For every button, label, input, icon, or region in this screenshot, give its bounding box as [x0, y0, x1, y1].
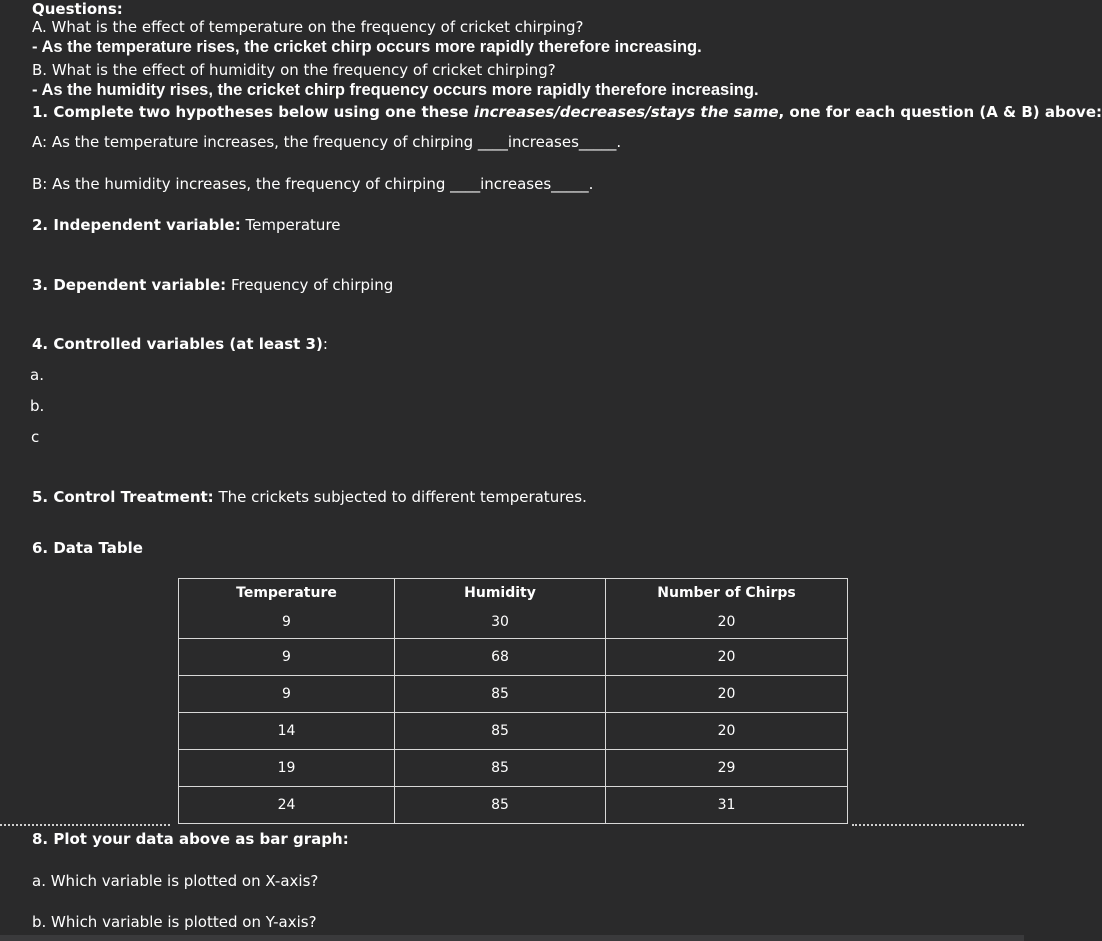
table-row: [179, 606, 848, 639]
control-treatment-value[interactable]: The crickets subjected to different temperatures.: [213, 488, 587, 506]
answer-b: - As the humidity rises, the cricket chirp frequency occurs more rapidly therefore increasing.: [32, 81, 759, 99]
cell-humidity[interactable]: 68: [395, 639, 606, 676]
cell-humidity[interactable]: 30: [395, 606, 606, 639]
table-row: [179, 676, 848, 713]
hypothesis-b-blank[interactable]: ____increases_____: [450, 175, 589, 193]
controlled-variables-colon: :: [322, 335, 328, 353]
controlled-variable-b[interactable]: b.: [30, 397, 45, 415]
header-number-of-chirps: Number of Chirps: [606, 579, 848, 607]
dependent-variable-value[interactable]: Frequency of chirping: [226, 276, 394, 294]
hypothesis-a-text: A: As the temperature increases, the frequency of chirping: [32, 133, 478, 151]
item-1-suffix: , one for each question (A & B) above:: [778, 103, 1102, 121]
table-header-row: [179, 579, 848, 607]
cell-temperature[interactable]: 9: [179, 606, 395, 639]
hypothesis-b-end: .: [588, 175, 594, 193]
cell-temperature[interactable]: 9: [179, 639, 395, 676]
cell-temperature[interactable]: 9: [179, 676, 395, 713]
data-table-heading: 6. Data Table: [32, 539, 143, 557]
hypothesis-a: [32, 133, 621, 151]
table-row: [179, 787, 848, 824]
hypothesis-a-end: .: [616, 133, 622, 151]
dotted-separator-left: [0, 824, 170, 826]
cell-temperature[interactable]: 24: [179, 787, 395, 824]
cell-humidity[interactable]: 85: [395, 676, 606, 713]
cell-chirps[interactable]: 20: [606, 606, 848, 639]
question-a: A. What is the effect of temperature on the frequency of cricket chirping?: [32, 18, 584, 36]
controlled-variable-a[interactable]: a.: [30, 366, 44, 384]
dependent-variable: [32, 276, 393, 294]
cell-chirps[interactable]: 20: [606, 639, 848, 676]
table-row: [179, 639, 848, 676]
dependent-variable-label: 3. Dependent variable:: [32, 276, 227, 294]
controlled-variable-c[interactable]: c: [31, 428, 40, 446]
cell-chirps[interactable]: 29: [606, 750, 848, 787]
bar-graph-heading: 8. Plot your data above as bar graph:: [32, 830, 349, 848]
cell-chirps[interactable]: 31: [606, 787, 848, 824]
dotted-separator-right: [852, 824, 1024, 826]
cell-temperature[interactable]: 14: [179, 713, 395, 750]
table-row: [179, 713, 848, 750]
cell-chirps[interactable]: 20: [606, 713, 848, 750]
independent-variable-value[interactable]: Temperature: [240, 216, 341, 234]
cell-temperature[interactable]: 19: [179, 750, 395, 787]
controlled-variables: [32, 335, 328, 353]
y-axis-question: b. Which variable is plotted on Y-axis?: [32, 913, 317, 931]
cell-chirps[interactable]: 20: [606, 676, 848, 713]
header-temperature: Temperature: [179, 579, 395, 607]
cell-humidity[interactable]: 85: [395, 750, 606, 787]
independent-variable: [32, 216, 341, 234]
control-treatment: [32, 488, 587, 506]
cell-humidity[interactable]: 85: [395, 787, 606, 824]
controlled-variables-label: 4. Controlled variables (at least 3): [32, 335, 323, 353]
hypothesis-b: [32, 175, 593, 193]
control-treatment-label: 5. Control Treatment:: [32, 488, 214, 506]
x-axis-question: a. Which variable is plotted on X-axis?: [32, 872, 319, 890]
independent-variable-label: 2. Independent variable:: [32, 216, 241, 234]
header-humidity: Humidity: [395, 579, 606, 607]
question-b: B. What is the effect of humidity on the frequency of cricket chirping?: [32, 61, 556, 79]
answer-a: - As the temperature rises, the cricket chirp occurs more rapidly therefore increasing.: [32, 38, 702, 56]
cell-humidity[interactable]: 85: [395, 713, 606, 750]
bottom-strip: [0, 935, 1024, 941]
hypothesis-a-blank[interactable]: ____increases_____: [477, 133, 617, 151]
item-1-options: increases/decreases/stays the same: [473, 103, 779, 121]
table-row: [179, 750, 848, 787]
hypothesis-b-text: B: As the humidity increases, the frequency of chirping: [32, 175, 451, 193]
questions-heading: Questions:: [32, 0, 123, 18]
item-1-instructions: [32, 103, 1102, 121]
item-1-prefix: 1. Complete two hypotheses below using one these: [32, 103, 474, 121]
data-table: [178, 578, 848, 824]
